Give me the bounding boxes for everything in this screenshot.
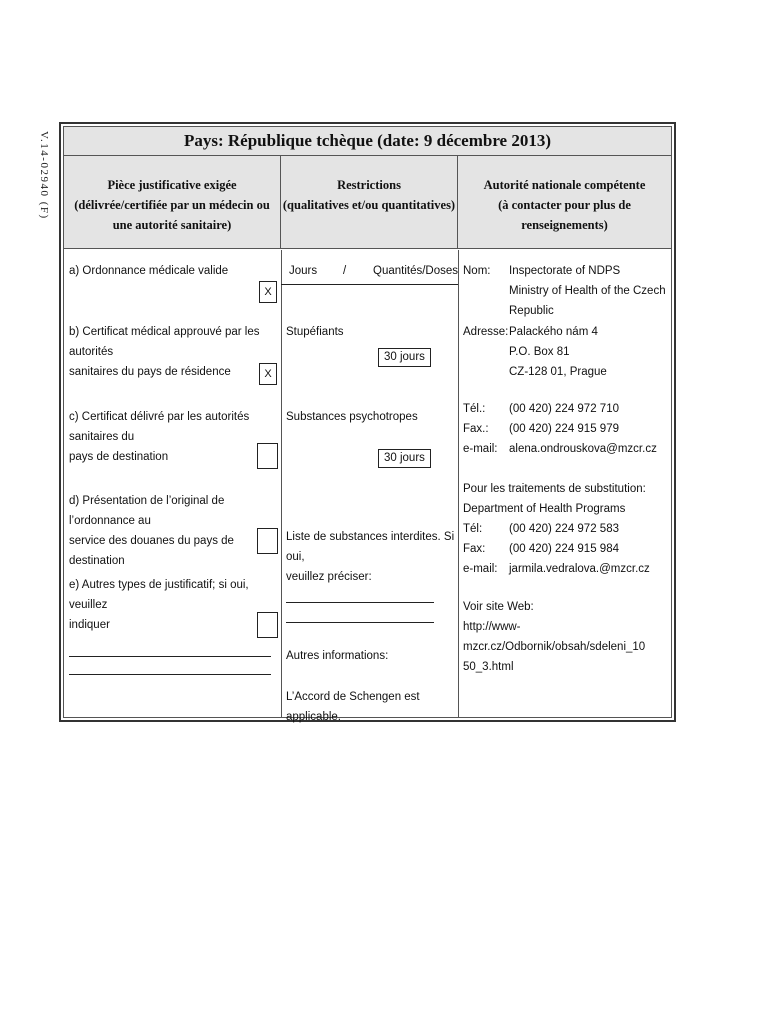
document-b-line2: sanitaires du pays de résidence	[69, 366, 231, 378]
address-line1: Palackého nám 4	[509, 326, 598, 338]
nom-label: Nom:	[463, 265, 491, 277]
header-restrictions-line2: (qualitatives et/ou quantitatives)	[282, 198, 456, 212]
adresse-label: Adresse:	[463, 326, 509, 338]
restrictions-separator: /	[343, 265, 347, 277]
document-c-checkbox[interactable]	[257, 443, 278, 469]
forbidden-substances-line2: veuillez préciser:	[286, 571, 372, 583]
authority-column	[458, 250, 671, 717]
document-a-line1: a) Ordonnance médicale valide	[69, 265, 229, 277]
header-documents-line2: (délivrée/certifiée par un médecin ou	[74, 198, 270, 212]
document-a-checkbox[interactable]: X	[259, 281, 277, 303]
authority-name-line2: Ministry of Health of the Czech Republic	[509, 285, 666, 317]
authority-address	[509, 322, 607, 382]
document-c-text	[69, 407, 281, 467]
documents-column	[64, 250, 282, 717]
document-c-line2: pays de destination	[69, 451, 169, 463]
fax2-value: (00 420) 224 915 984	[509, 543, 619, 555]
header-authority	[458, 156, 671, 249]
restrictions-quantity-label: Quantités/Doses	[373, 265, 459, 277]
header-documents	[64, 156, 281, 249]
website-link-line1[interactable]: http://www-mzcr.cz/Odbornik/obsah/sdeleni_10	[463, 621, 646, 653]
document-e-answer-line-1[interactable]	[69, 656, 271, 657]
table-title: Pays: République tchèque (date: 9 décembre 2013)	[64, 127, 671, 156]
restrictions-column	[281, 250, 459, 723]
forbidden-substances-text	[286, 527, 458, 587]
tel2-label: Tél:	[463, 523, 483, 535]
header-authority-line2: (à contacter pour plus de renseignements)	[498, 198, 631, 232]
stupefiants-duration: 30 jours	[378, 348, 431, 367]
psychotropes-duration: 30 jours	[378, 449, 431, 468]
document-b-checkbox[interactable]: X	[259, 363, 277, 385]
restrictions-jours-label: Jours	[289, 265, 318, 277]
country-table	[59, 122, 676, 722]
document-code: V.14-02940 (F)	[38, 131, 50, 220]
document-b-text	[69, 322, 281, 382]
header-documents-line1: Pièce justificative exigée	[107, 178, 237, 192]
schengen-note: L’Accord de Schengen est applicable.	[286, 691, 420, 723]
restrictions-header-divider	[281, 284, 458, 285]
document-e-line2: indiquer	[69, 619, 110, 631]
email-label: e-mail:	[463, 443, 498, 455]
table-inner	[63, 126, 672, 723]
substitution-line1: Pour les traitements de substitution:	[463, 483, 646, 495]
tel-label: Tél.:	[463, 403, 486, 415]
document-a-text	[69, 261, 228, 281]
authority-name	[509, 261, 671, 321]
fax-value: (00 420) 224 915 979	[509, 423, 619, 435]
fax-label: Fax.:	[463, 423, 489, 435]
authority-name-line1: Inspectorate of NDPS	[509, 265, 621, 277]
email2-link[interactable]: jarmila.vedralova.@mzcr.cz	[509, 563, 650, 575]
header-documents-line3: une autorité sanitaire)	[112, 218, 232, 232]
document-e-answer-line-2[interactable]	[69, 674, 271, 675]
header-restrictions-line1: Restrictions	[337, 178, 401, 192]
tel2-value: (00 420) 224 972 583	[509, 523, 619, 535]
document-d-text	[69, 491, 281, 571]
other-info-label: Autres informations:	[286, 650, 389, 662]
forbidden-answer-line-2[interactable]	[286, 622, 434, 623]
email-link[interactable]: alena.ondrouskova@mzcr.cz	[509, 443, 657, 455]
document-e-text	[69, 575, 281, 635]
document-c-line1: c) Certificat délivré par les autorités sanitaires du	[69, 411, 250, 443]
substitution-line2: Department of Health Programs	[463, 503, 626, 515]
substitution-info	[463, 479, 646, 519]
fax2-label: Fax:	[463, 543, 486, 555]
tel-value: (00 420) 224 972 710	[509, 403, 619, 415]
website-link-line2[interactable]: 50_3.html	[463, 661, 514, 673]
website-label: Voir site Web:	[463, 601, 534, 613]
document-d-checkbox[interactable]	[257, 528, 278, 554]
document-d-line1: d) Présentation de l’original de l’ordonnance au	[69, 495, 225, 527]
document-e-checkbox[interactable]	[257, 612, 278, 638]
document-d-line2: service des douanes du pays de destination	[69, 535, 234, 567]
document-b-line1: b) Certificat médical approuvé par les autorités	[69, 326, 260, 358]
psychotropes-label: Substances psychotropes	[286, 411, 418, 423]
header-restrictions	[281, 156, 458, 249]
address-line3: CZ-128 01, Prague	[509, 366, 607, 378]
email2-label: e-mail:	[463, 563, 498, 575]
address-line2: P.O. Box 81	[509, 346, 570, 358]
website-info	[463, 597, 671, 677]
forbidden-substances-line1: Liste de substances interdites. Si oui,	[286, 531, 455, 563]
document-e-line1: e) Autres types de justificatif; si oui, veuillez	[69, 579, 249, 611]
forbidden-answer-line-1[interactable]	[286, 602, 434, 603]
header-authority-line1: Autorité nationale compétente	[483, 178, 646, 192]
stupefiants-label: Stupéfiants	[286, 326, 344, 338]
